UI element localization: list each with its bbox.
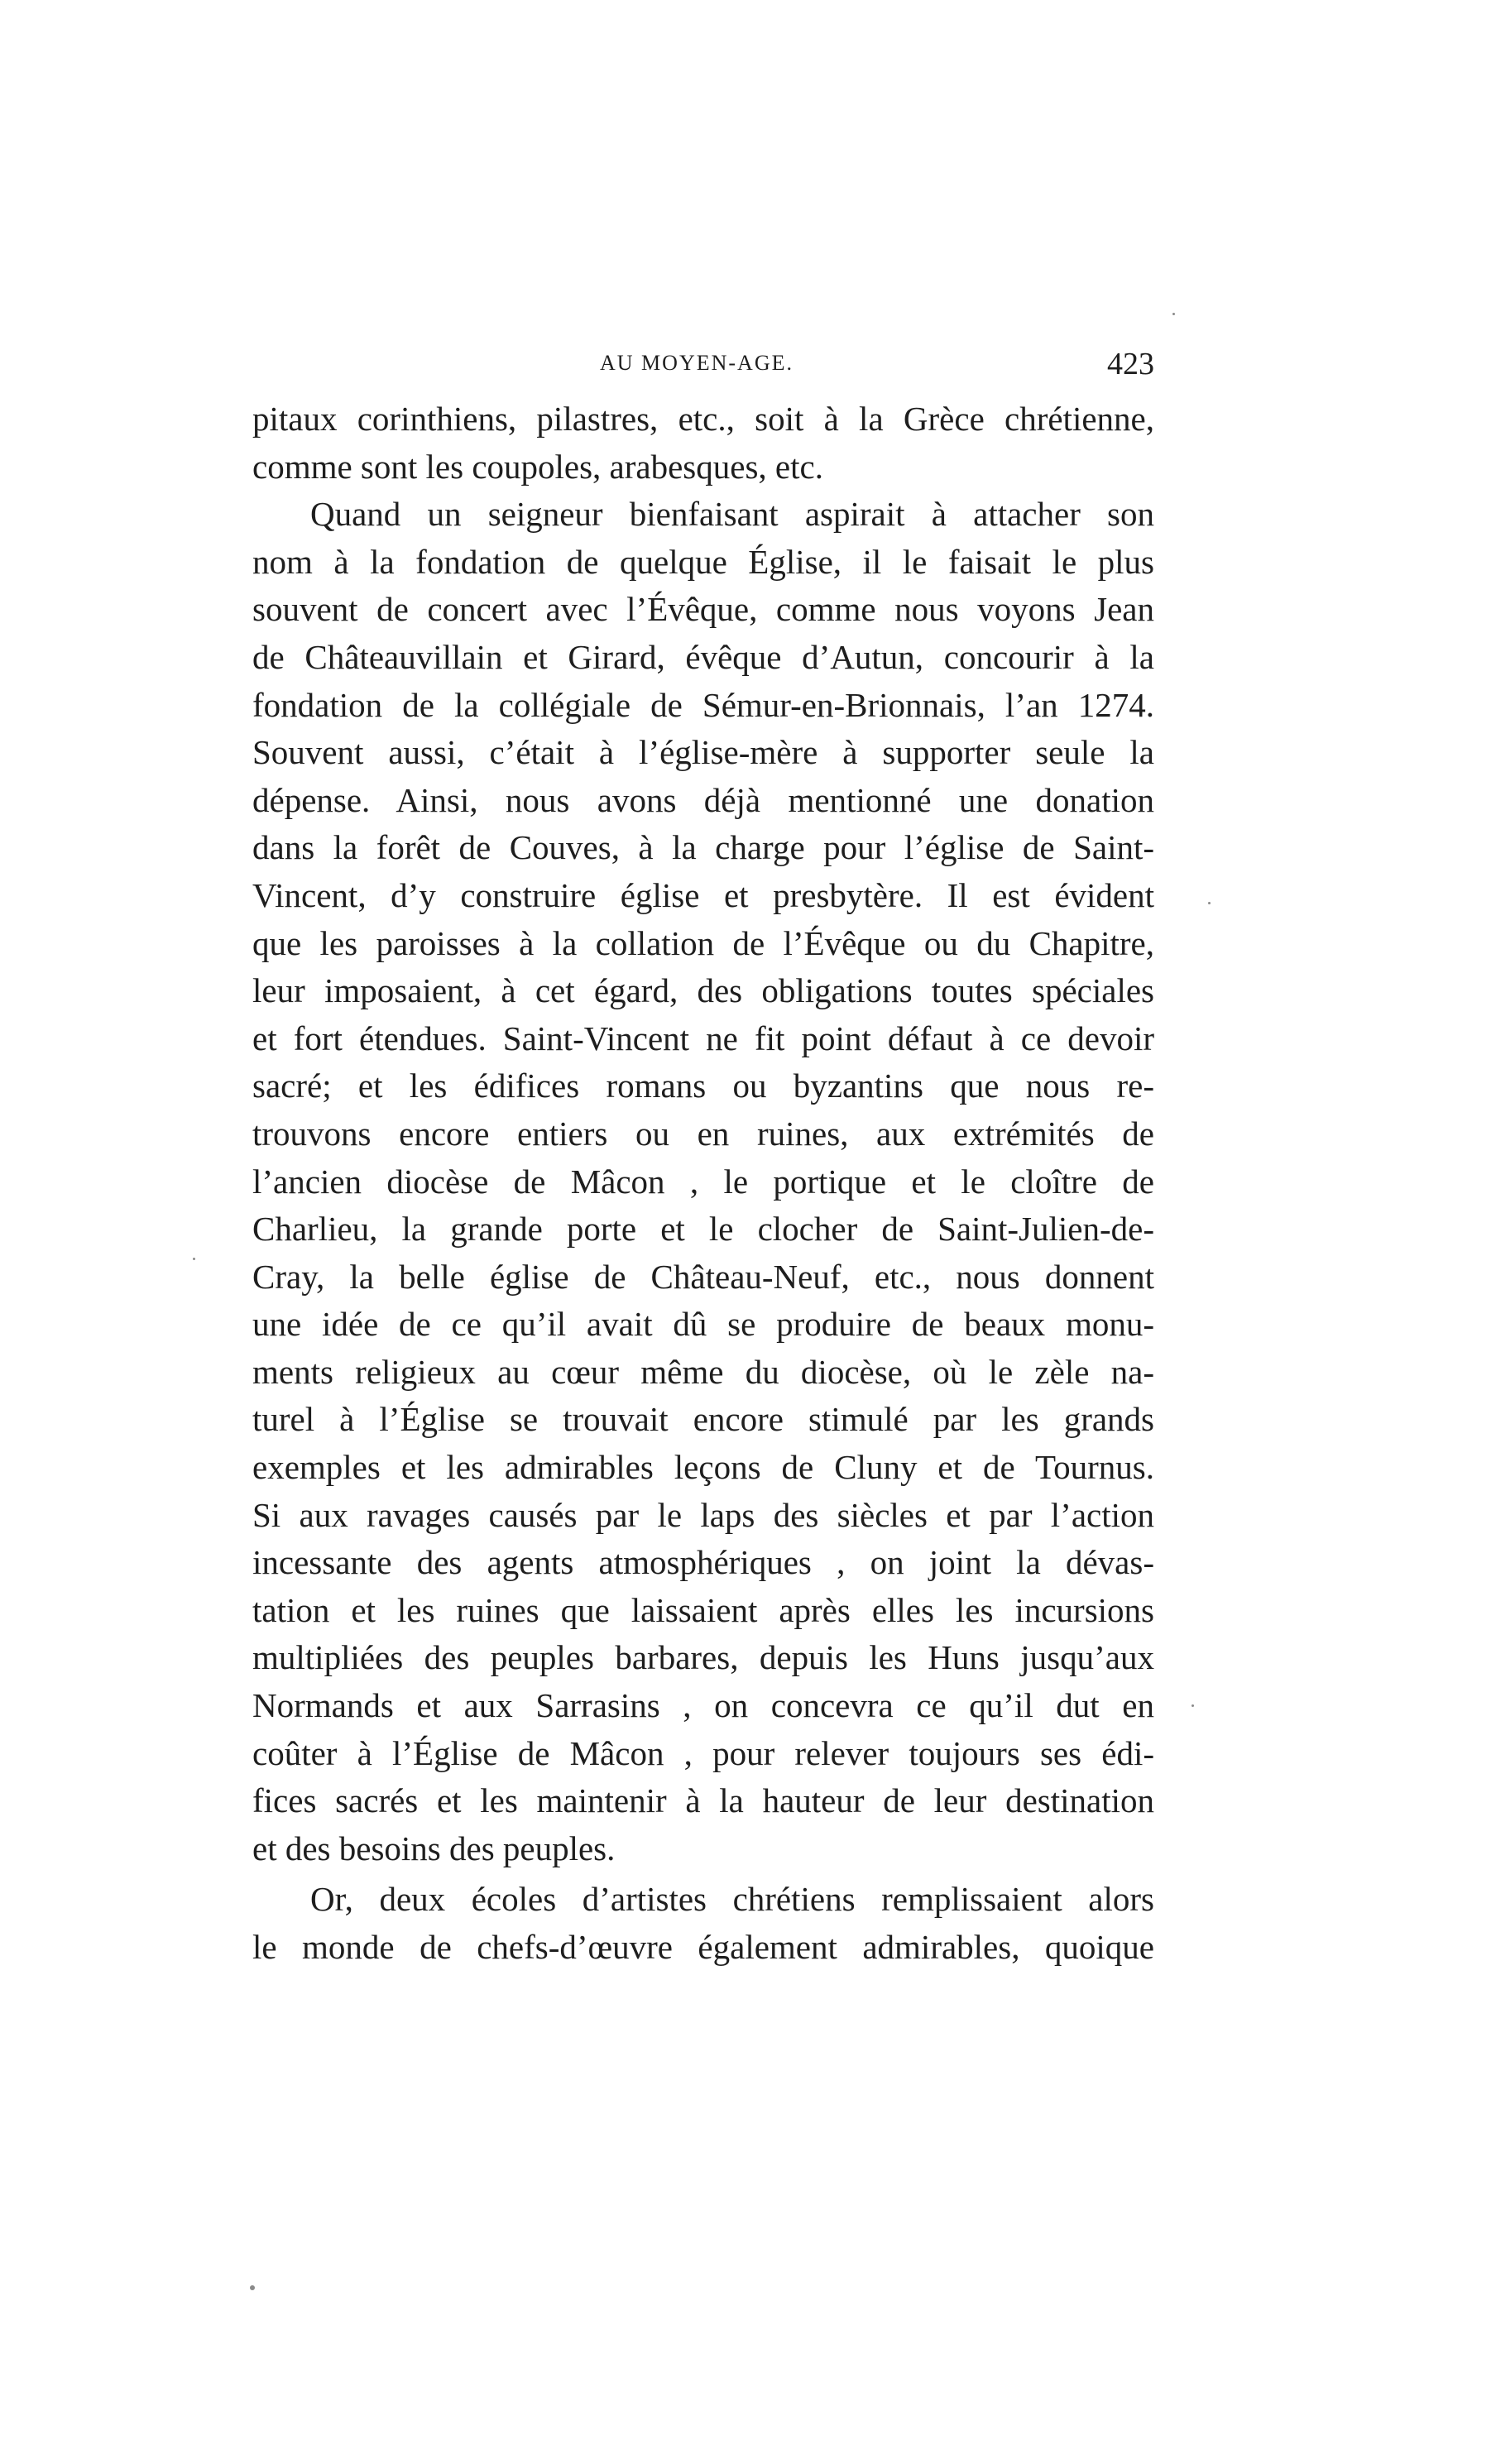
- text-line: fondation de la collégiale de Sémur-en-Brionnais, l’an 1274.: [252, 685, 1154, 724]
- text-line: souvent de concert avec l’Évêque, comme nous voyons Jean: [252, 590, 1154, 629]
- scan-speck: [1208, 902, 1211, 904]
- text-line: coûter à l’Église de Mâcon , pour relever toujours ses édi-: [252, 1733, 1154, 1772]
- scan-speck: [1172, 313, 1175, 315]
- text-line: dans la forêt de Couves, à la charge pour l’église de Saint-: [252, 828, 1154, 867]
- text-line: l’ancien diocèse de Mâcon , le portique et le cloître de: [252, 1162, 1154, 1201]
- text-line: ments religieux au cœur même du diocèse, où le zèle na-: [252, 1352, 1154, 1391]
- text-line: Cray, la belle église de Château-Neuf, etc., nous donnent: [252, 1257, 1154, 1296]
- text-line: leur imposaient, à cet égard, des obligations toutes spéciales: [252, 971, 1154, 1010]
- body-text: [252, 395, 1154, 1972]
- text-line: le monde de chefs-d’œuvre également admirables, quoique: [252, 1928, 1154, 1966]
- text-line: trouvons encore entiers ou en ruines, aux extrémités de: [252, 1114, 1154, 1153]
- text-line: pitaux corinthiens, pilastres, etc., soit à la Grèce chrétienne,: [252, 400, 1154, 438]
- text-line: Souvent aussi, c’était à l’église-mère à supporter seule la: [252, 733, 1154, 772]
- scan-speck: [1192, 1704, 1194, 1707]
- text-line: exemples et les admirables leçons de Cluny et de Tournus.: [252, 1448, 1154, 1487]
- text-line: une idée de ce qu’il avait dû se produire de beaux monu-: [252, 1305, 1154, 1344]
- page-number: 423: [1107, 347, 1154, 381]
- running-title: AU MOYEN-AGE.: [600, 351, 794, 375]
- text-line: Or, deux écoles d’artistes chrétiens remplissaient alors: [310, 1880, 1154, 1919]
- text-line: et fort étendues. Saint-Vincent ne fit point défaut à ce devoir: [252, 1019, 1154, 1057]
- text-line: comme sont les coupoles, arabesques, etc.: [252, 447, 823, 486]
- text-line: dépense. Ainsi, nous avons déjà mentionné une donation: [252, 780, 1154, 819]
- text-line: multipliées des peuples barbares, depuis les Huns jusqu’aux: [252, 1638, 1154, 1677]
- running-head: [252, 346, 1154, 387]
- text-line: nom à la fondation de quelque Église, il le faisait le plus: [252, 542, 1154, 581]
- text-line: et des besoins des peuples.: [252, 1829, 616, 1867]
- text-line: de Châteauvillain et Girard, évêque d’Autun, concourir à la: [252, 637, 1154, 676]
- text-line: que les paroisses à la collation de l’Évêque ou du Chapitre,: [252, 923, 1154, 962]
- text-line: Quand un seigneur bienfaisant aspirait à attacher son: [310, 495, 1154, 534]
- text-line: Charlieu, la grande porte et le clocher de Saint-Julien-de-: [252, 1210, 1154, 1249]
- text-line: Normands et aux Sarrasins , on concevra ce qu’il dut en: [252, 1686, 1154, 1725]
- text-line: Si aux ravages causés par le laps des siècles et par l’action: [252, 1495, 1154, 1534]
- text-line: incessante des agents atmosphériques , on joint la dévas-: [252, 1543, 1154, 1582]
- text-line: Vincent, d’y construire église et presbytère. Il est évident: [252, 875, 1154, 914]
- text-line: tation et les ruines que laissaient après elles les incursions: [252, 1590, 1154, 1629]
- text-line: sacré; et les édifices romans ou byzantins que nous re-: [252, 1067, 1154, 1105]
- text-line: turel à l’Église se trouvait encore stimulé par les grands: [252, 1400, 1154, 1439]
- scan-speck: [250, 2285, 255, 2290]
- scan-speck: [193, 1258, 195, 1260]
- text-line: fices sacrés et les maintenir à la hauteur de leur destination: [252, 1781, 1154, 1820]
